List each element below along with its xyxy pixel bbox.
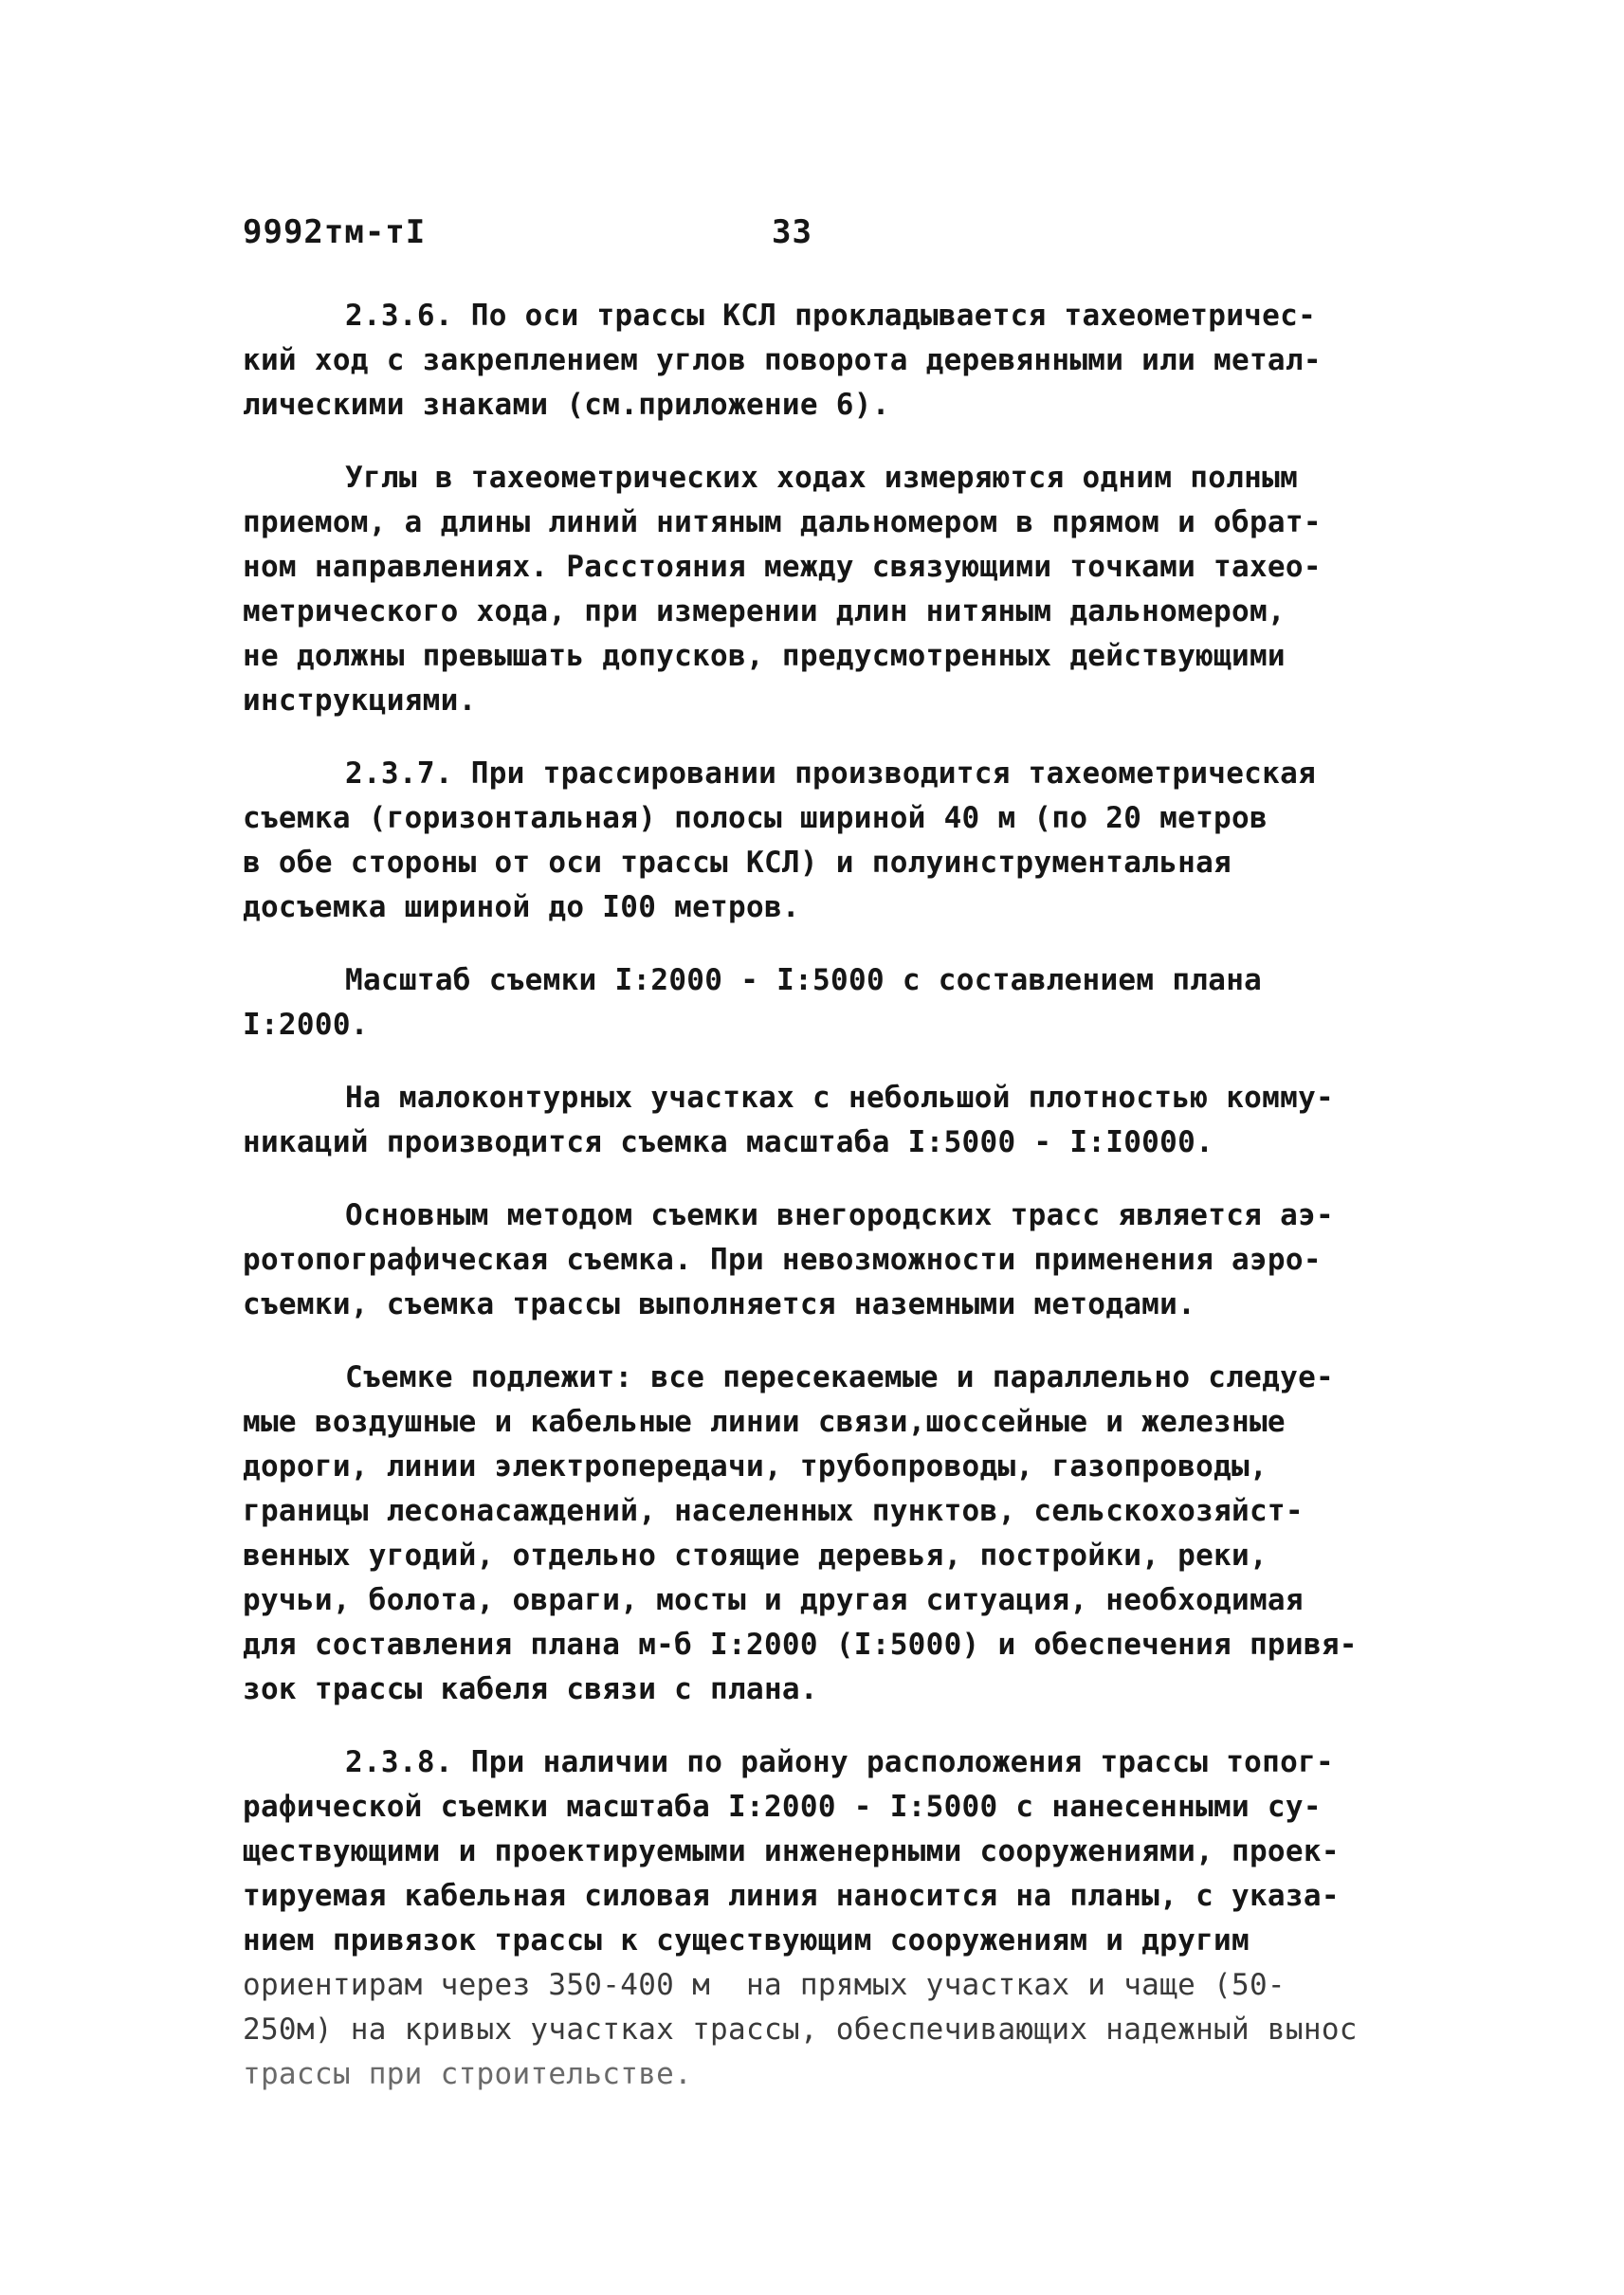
text-line: рафической съемки масштаба I:2000 - I:5000 с нанесенными су- xyxy=(243,1790,1322,1824)
text-line: На малоконтурных участках с небольшой плотностью комму- xyxy=(345,1081,1334,1115)
text-line: ном направлениях. Расстояния между связующими точками тахео- xyxy=(243,550,1322,584)
text-line: 2.3.8. При наличии по району расположения трассы топог- xyxy=(345,1745,1334,1779)
paragraph-low-contour xyxy=(243,1076,1409,1165)
paragraph-scale xyxy=(243,958,1409,1047)
text-line: нием привязок трассы к существующим сооружениям и другим xyxy=(243,1923,1250,1958)
text-line: тируемая кабельная силовая линия наносится на планы, с указа- xyxy=(243,1879,1340,1913)
paragraph-method xyxy=(243,1193,1409,1327)
text-line: съемка (горизонтальная) полосы шириной 40 м (по 20 метров xyxy=(243,801,1268,835)
paragraph-survey-objects xyxy=(243,1356,1409,1712)
paragraph-2-3-8 xyxy=(243,1740,1409,2097)
text-line: метрического хода, при измерении длин нитяным дальномером, xyxy=(243,594,1286,628)
text-line: ручьи, болота, овраги, мосты и другая ситуация, необходимая xyxy=(243,1583,1304,1617)
text-line: съемки, съемка трассы выполняется наземными методами. xyxy=(243,1287,1196,1321)
text-line: 250м) на кривых участках трассы, обеспечивающих надежный вынос xyxy=(243,2013,1358,2047)
page-number: 33 xyxy=(772,213,812,251)
text-line: для составления плана м-б I:2000 (I:5000) и обеспечения привя- xyxy=(243,1628,1358,1662)
text-line: Съемке подлежит: все пересекаемые и параллельно следуе- xyxy=(345,1360,1334,1394)
text-line: инструкциями. xyxy=(243,683,477,718)
text-line: 2.3.6. По оси трассы КСЛ прокладывается тахеометричес- xyxy=(345,299,1317,333)
text-line: границы лесонасаждений, населенных пунктов, сельскохозяйст- xyxy=(243,1494,1304,1528)
document-body xyxy=(243,294,1409,2125)
text-line: никаций производится съемка масштаба I:5000 - I:I0000. xyxy=(243,1125,1214,1159)
text-line: ротопографическая съемка. При невозможности применения аэро- xyxy=(243,1243,1322,1277)
text-line: зок трассы кабеля связи с плана. xyxy=(243,1672,818,1706)
text-line: Углы в тахеометрических ходах измеряются одним полным xyxy=(345,461,1299,495)
text-line: ществующими и проектируемыми инженерными сооружениями, проек- xyxy=(243,1834,1340,1868)
text-line: I:2000. xyxy=(243,1008,369,1042)
text-line: Основным методом съемки внегородских трасс является аэ- xyxy=(345,1198,1334,1232)
paragraph-angles xyxy=(243,456,1409,723)
text-line: кий ход с закреплением углов поворота деревянными или метал- xyxy=(243,343,1322,377)
text-line: приемом, а длины линий нитяным дальномером в прямом и обрат- xyxy=(243,505,1322,539)
text-line: не должны превышать допусков, предусмотренных действующими xyxy=(243,639,1286,673)
text-line: в обе стороны от оси трассы КСЛ) и полуинструментальная xyxy=(243,846,1232,880)
text-line: ориентирам через 350-400 м на прямых участках и чаще (50- xyxy=(243,1968,1286,2002)
text-line: дороги, линии электропередачи, трубопроводы, газопроводы, xyxy=(243,1449,1268,1484)
text-line: досъемка шириной до I00 метров. xyxy=(243,890,800,924)
text-line: мые воздушные и кабельные линии связи,шоссейные и железные xyxy=(243,1405,1286,1439)
text-line: 2.3.7. При трассировании производится тахеометрическая xyxy=(345,756,1317,791)
page-header xyxy=(243,213,906,261)
text-line: трассы при строительстве. xyxy=(243,2057,693,2091)
text-line: лическими знаками (см.приложение 6). xyxy=(243,388,890,422)
paragraph-2-3-6 xyxy=(243,294,1409,428)
text-line: Масштаб съемки I:2000 - I:5000 с составлением плана xyxy=(345,963,1263,997)
text-line: венных угодий, отдельно стоящие деревья, постройки, реки, xyxy=(243,1539,1268,1573)
paragraph-2-3-7 xyxy=(243,752,1409,930)
document-id: 9992тм-тI xyxy=(243,213,427,251)
